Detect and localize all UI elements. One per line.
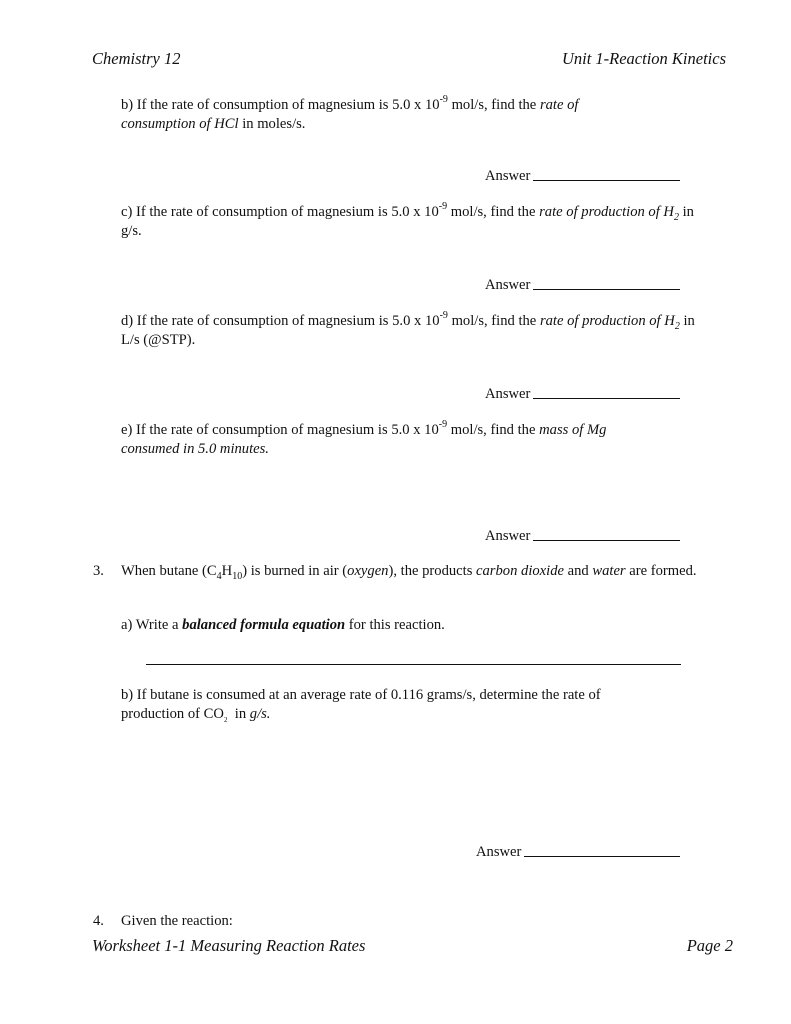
- question-2b: [121, 96, 621, 134]
- answer-line-2d[interactable]: [485, 385, 530, 404]
- question-2c-tail: in g/s.: [121, 204, 694, 239]
- answer-blank[interactable]: [533, 540, 680, 541]
- question-2e-target: mass of Mg consumed in 5.0 minutes.: [121, 422, 607, 457]
- question-2b-tail: in moles/s.: [238, 116, 306, 132]
- question-2e-mid: mol/s, find the: [447, 422, 540, 438]
- question-2e: [121, 421, 661, 459]
- question-3-text: ) is burned in air (: [242, 563, 348, 579]
- answer-blank[interactable]: [533, 289, 680, 290]
- subscript: 10: [232, 570, 243, 582]
- question-3b-unit: g/s.: [249, 706, 271, 722]
- answer-label: Answer: [485, 386, 531, 402]
- question-3a: [121, 616, 445, 635]
- footer-page-number: Page 2: [686, 936, 733, 955]
- question-2b-lead: b) If the rate of consumption of magnesium is 5.0 x 10: [121, 97, 440, 113]
- question-3-stem: [121, 562, 701, 581]
- question-2c: [121, 203, 701, 241]
- question-3-number: 3.: [93, 563, 104, 579]
- question-3b-in: in: [234, 706, 250, 722]
- answer-line-3b[interactable]: [476, 843, 521, 862]
- question-2d-tail: in L/s (@STP).: [121, 313, 695, 348]
- question-3b-text: b) If butane is consumed at an average rate of 0.116 grams/s, determine the rate of production of CO: [121, 687, 601, 722]
- question-3-text: H: [221, 563, 233, 579]
- answer-label: Answer: [485, 277, 531, 293]
- question-2d-target: rate of production of H: [539, 313, 675, 329]
- answer-label: Answer: [476, 844, 522, 860]
- carbon-dioxide-term: carbon dioxide: [476, 563, 564, 579]
- question-3a-emphasis: balanced formula equation: [182, 617, 346, 633]
- question-2e-lead: e) If the rate of consumption of magnesium is 5.0 x 10: [121, 422, 439, 438]
- question-3-text: ), the products: [388, 563, 477, 579]
- question-4-number: 4.: [93, 913, 104, 929]
- answer-blank[interactable]: [533, 398, 680, 399]
- answer-label: Answer: [485, 168, 531, 184]
- answer-line-2b[interactable]: [485, 167, 530, 186]
- subscript: 2: [223, 715, 228, 724]
- question-2d-exponent: -9: [439, 310, 448, 322]
- question-2d-subscript: 2: [674, 320, 680, 332]
- question-3-text: and: [563, 563, 593, 579]
- question-4-text: Given the reaction:: [121, 913, 233, 929]
- question-2d-mid: mol/s, find the: [447, 313, 540, 329]
- question-2e-exponent: -9: [438, 419, 448, 431]
- question-3a-tail: for this reaction.: [345, 617, 445, 633]
- question-2b-mid: mol/s, find the: [447, 97, 540, 113]
- subscript: 4: [216, 570, 222, 582]
- answer-label: Answer: [485, 528, 531, 544]
- answer-blank[interactable]: [524, 856, 680, 857]
- question-2b-target: rate of consumption of HCl: [121, 97, 579, 132]
- question-2c-subscript: 2: [673, 211, 679, 223]
- question-2b-exponent: -9: [439, 94, 448, 106]
- question-2d-lead: d) If the rate of consumption of magnesium is 5.0 x 10: [121, 313, 440, 329]
- header-unit-title: Unit 1-Reaction Kinetics: [561, 49, 726, 68]
- header-course-title: Chemistry 12: [92, 49, 181, 68]
- question-2c-target: rate of production of H: [539, 204, 674, 220]
- footer-worksheet-title: Worksheet 1-1 Measuring Reaction Rates: [92, 936, 366, 955]
- equation-answer-line[interactable]: [146, 664, 681, 665]
- question-3-text: are formed.: [625, 563, 697, 579]
- question-3a-lead: a) Write a: [121, 617, 183, 633]
- question-2c-mid: mol/s, find the: [447, 204, 540, 220]
- question-3b: [121, 686, 651, 724]
- water-term: water: [592, 563, 626, 579]
- answer-blank[interactable]: [533, 180, 680, 181]
- answer-line-2c[interactable]: [485, 276, 530, 295]
- oxygen-term: oxygen: [347, 563, 389, 579]
- question-2d: [121, 312, 701, 350]
- question-3-text: When butane (C: [121, 563, 217, 579]
- answer-line-2e[interactable]: [485, 527, 530, 546]
- question-2c-exponent: -9: [438, 201, 448, 213]
- question-2c-lead: c) If the rate of consumption of magnesium is 5.0 x 10: [121, 204, 439, 220]
